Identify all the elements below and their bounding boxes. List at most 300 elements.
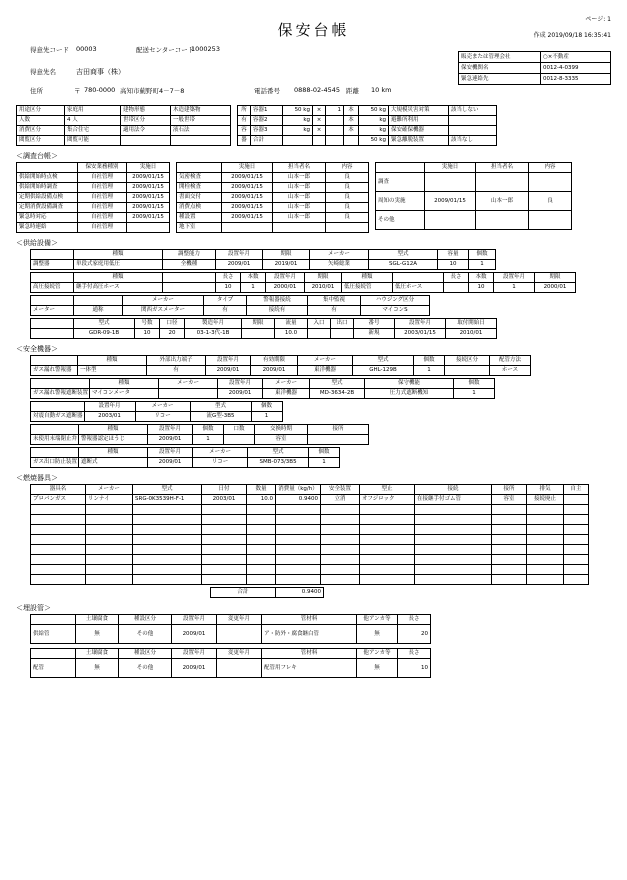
table-row (31, 273, 576, 283)
address-value: 高知市薊野町4－7－8 (120, 87, 185, 95)
table-row (238, 106, 497, 116)
sa-a-h7: 個数 (414, 356, 445, 366)
sup-t4-11: 2010/01 (446, 329, 497, 339)
ap-h11: 自主 (564, 485, 589, 495)
sa-b-h5: 型式 (310, 379, 365, 389)
ins-m-1-2: 山本一郎 (273, 183, 326, 193)
ap-6-0 (31, 555, 86, 565)
ap-total-label: 合計 (211, 588, 276, 598)
ap-2-10 (527, 515, 564, 525)
table-row (31, 250, 496, 260)
ap-5-8 (415, 545, 492, 555)
customer-code-value: 00003 (76, 45, 97, 53)
sa-d-h1: 種類 (79, 425, 148, 435)
sa-d-h0 (31, 425, 79, 435)
ins-r-0-0: 調査 (376, 173, 425, 192)
ap-4-11 (564, 535, 589, 545)
ap-6-1 (86, 555, 133, 565)
sup-t4-h3: 口径 (160, 319, 185, 329)
ins-r-0-2 (476, 173, 529, 192)
ap-1-0 (31, 505, 86, 515)
ap-8-10 (527, 575, 564, 585)
ins-r-0-3 (529, 173, 572, 192)
ap-2-1 (86, 515, 133, 525)
table-row (17, 116, 231, 126)
ap-4-1 (86, 535, 133, 545)
ins-m-0-2: 山本一郎 (273, 173, 326, 183)
sup-t1-0: 調整器 (31, 260, 74, 270)
sup-t1-3: 2009/01 (216, 260, 263, 270)
sup-t2-6: 2010/01 (305, 283, 342, 293)
table-row (17, 106, 231, 116)
cyl-0-0: 所 (238, 106, 251, 116)
ap-0-4: 10.0 (247, 495, 276, 505)
ins-m-4-1: 2009/01/15 (222, 213, 273, 223)
sa-c-2: リコー (135, 412, 190, 422)
ins-m-1-1: 2009/01/15 (222, 183, 273, 193)
ins-l-1-2: 2009/01/15 (127, 183, 170, 193)
customer-name-value: 吉田商事（株） (76, 68, 125, 76)
ins-r-h3: 内容 (529, 163, 572, 173)
sup-t2-7: 低圧接続管 (342, 283, 393, 293)
cyl-0-6: 50 kg (359, 106, 389, 116)
ins-m-0-3: 良 (326, 173, 369, 183)
fa-h8: 他アンカ等 (357, 615, 398, 625)
sup-t3-2: 関西ガスメーター (123, 306, 204, 316)
fa-0-3: 2009/01 (172, 625, 217, 644)
sa-a-h2: 外部出力端子 (147, 356, 206, 366)
cyl-3-8: 該当なし (449, 136, 497, 146)
sa-b-h0 (31, 379, 90, 389)
ins-l-1-1: 自社管理 (78, 183, 127, 193)
ap-4-7 (360, 535, 415, 545)
usage-2-3: 適用法令 (121, 126, 171, 136)
fa-0-1: 無 (76, 625, 119, 644)
ap-8-11 (564, 575, 589, 585)
ap-2-2 (133, 515, 202, 525)
sa-c-0: 対震自動ガス遮断器 (31, 412, 85, 422)
company-row-1-label: 保安機関名 (459, 63, 541, 74)
usage-0-4: 木造建築物 (171, 106, 231, 116)
sa-d-3: 1 (193, 435, 224, 445)
company-row-1-value: 0012-4-0399 (541, 63, 611, 74)
usage-table (16, 105, 231, 146)
table-row (31, 412, 283, 422)
ins-m-1-0: 開栓検査 (177, 183, 222, 193)
customer-code-label: 得意先コード (30, 46, 69, 54)
table-row (177, 163, 369, 173)
distance-label: 距離 (346, 87, 359, 95)
sup-t2-h11: 設置年月 (494, 273, 535, 283)
sup-t2-h4: 本数 (241, 273, 266, 283)
ap-3-0 (31, 525, 86, 535)
sup-t3-h3: タイプ (204, 296, 247, 306)
ins-r-2-0: その他 (376, 211, 425, 230)
ap-0-5: 0.9400 (276, 495, 321, 505)
sa-b-2 (159, 389, 218, 399)
fb-h4: 変更年月 (217, 649, 262, 659)
table-row (31, 379, 495, 389)
ap-0-0: プロパンガス (31, 495, 86, 505)
appliance-total-table (210, 587, 324, 598)
sa-e-2: 2009/01 (148, 458, 193, 468)
ap-0-8: 在接継手付ゴム管 (415, 495, 492, 505)
fb-h0 (31, 649, 76, 659)
appliance-table (30, 484, 589, 585)
inspection-section-title: ＜調査台帳＞ (16, 152, 58, 160)
ap-8-6 (321, 575, 360, 585)
cyl-3-3 (313, 136, 326, 146)
sa-a-h6: 型式 (353, 356, 414, 366)
table-row (177, 183, 369, 193)
sa-c-h3: 型式 (190, 402, 251, 412)
sup-t4-6: 10.0 (275, 329, 308, 339)
cyl-2-1: 容器3 (251, 126, 283, 136)
inspection-left-table (16, 162, 170, 233)
sa-b-h1: 種類 (90, 379, 159, 389)
table-row (238, 116, 497, 126)
internal-pipe-table (30, 648, 431, 678)
ap-8-7 (360, 575, 415, 585)
sa-d-h3: 個数 (193, 425, 224, 435)
ap-5-7 (360, 545, 415, 555)
ins-l-5-2 (127, 223, 170, 233)
table-row (31, 625, 431, 644)
ap-4-5 (276, 535, 321, 545)
ins-r-h1: 実施日 (425, 163, 476, 173)
company-row-0-label: 販売または管理会社 (459, 52, 541, 63)
table-row (31, 366, 531, 376)
sup-t1-h5: メーカー (310, 250, 369, 260)
cyl-3-6: 50 kg (359, 136, 389, 146)
ins-m-2-2: 山本一郎 (273, 193, 326, 203)
ins-m-h3: 内容 (326, 163, 369, 173)
sup-t4-h1: 型式 (74, 319, 135, 329)
sup-t4-h11: 取付開始日 (446, 319, 497, 329)
table-row (17, 223, 170, 233)
ins-l-2-0: 定期供給設備点検 (17, 193, 78, 203)
ap-2-8 (415, 515, 492, 525)
sup-t4-3: 20 (160, 329, 185, 339)
ap-3-9 (492, 525, 527, 535)
table-row (31, 555, 589, 565)
table-row (17, 163, 170, 173)
fa-0-0: 供給管 (31, 625, 76, 644)
cyl-1-2: kg (283, 116, 313, 126)
table-row (31, 525, 589, 535)
customer-name-label: 得意先名 (30, 68, 56, 76)
ins-l-5-0: 緊急時連絡 (17, 223, 78, 233)
ap-0-11 (564, 495, 589, 505)
sup-t4-h10: 設置年月 (395, 319, 446, 329)
sa-c-h2: メーカー (135, 402, 190, 412)
table-row (31, 425, 369, 435)
sa-e-h0 (31, 448, 79, 458)
ap-8-5 (276, 575, 321, 585)
sup-t1-h1: 種類 (74, 250, 163, 260)
postal-mark: 〒 (74, 87, 81, 95)
sa-e-3: リコー (193, 458, 248, 468)
table-row (376, 163, 572, 173)
sup-t2-12: 2000/01 (535, 283, 576, 293)
fb-h1: 土壌腐食 (76, 649, 119, 659)
ins-r-1-3: 良 (529, 192, 572, 211)
usage-0-3: 建物形態 (121, 106, 171, 116)
inspection-block (16, 162, 611, 233)
phone-value: 0888-02-4545 (294, 86, 341, 94)
ap-1-11 (564, 505, 589, 515)
sa-d-1: 警報器認定ほうじ (79, 435, 148, 445)
ap-3-1 (86, 525, 133, 535)
top-info-block (16, 43, 611, 105)
table-row (31, 435, 369, 445)
sup-t2-h1: 種類 (74, 273, 163, 283)
ins-m-h0 (177, 163, 222, 173)
ap-8-2 (133, 575, 202, 585)
table-row (31, 356, 531, 366)
ins-m-4-0: 種設置 (177, 213, 222, 223)
ap-6-2 (133, 555, 202, 565)
ins-r-h0 (376, 163, 425, 173)
table-row (177, 173, 369, 183)
usage-2-1: 集合住宅 (65, 126, 121, 136)
usage-1-0: 人数 (17, 116, 65, 126)
ins-m-5-3 (326, 223, 369, 233)
sup-t4-h6: 流量 (275, 319, 308, 329)
fa-0-9: 20 (398, 625, 431, 644)
ins-m-2-1: 2009/01/15 (222, 193, 273, 203)
inspection-mid-table (176, 162, 369, 233)
sa-d-4 (224, 435, 255, 445)
sa-a-6: GHL-129B (353, 366, 414, 376)
sup-t3-4: 接続有 (247, 306, 308, 316)
sup-t2-h9: 長さ (444, 273, 469, 283)
table-row (459, 52, 611, 63)
sa-a-8 (445, 366, 490, 376)
ap-0-7: オフジロック (360, 495, 415, 505)
ap-8-3 (202, 575, 247, 585)
ap-2-3 (202, 515, 247, 525)
cylinder-table (237, 105, 497, 146)
ins-l-4-2: 2009/01/15 (127, 213, 170, 223)
cyl-0-1: 容器1 (251, 106, 283, 116)
table-row (17, 183, 170, 193)
supply-regulator-table (30, 249, 496, 270)
sup-t2-10: 10 (469, 283, 494, 293)
sa-e-4: SMB-073/3B5 (248, 458, 309, 468)
fa-h4: 変更年月 (217, 615, 262, 625)
cyl-0-7: 大規模災害対策 (389, 106, 449, 116)
ap-total-value: 0.9400 (276, 588, 324, 598)
ap-7-8 (415, 565, 492, 575)
ins-r-1-0: 周知の実施 (376, 192, 425, 211)
sup-t3-h6: ハウジング区分 (361, 296, 430, 306)
sup-t4-h4: 製造年月 (185, 319, 242, 329)
sup-t3-h2: メーカー (123, 296, 204, 306)
ins-m-1-3: 良 (326, 183, 369, 193)
usage-3-0: 閲覧区分 (17, 136, 65, 146)
table-row (31, 296, 430, 306)
delivery-code-label: 配送センターコード (136, 46, 195, 54)
ap-1-9 (492, 505, 527, 515)
ap-8-1 (86, 575, 133, 585)
ins-m-0-1: 2009/01/15 (222, 173, 273, 183)
sa-a-7: 1 (414, 366, 445, 376)
cyl-0-4: 1 (326, 106, 344, 116)
fb-1-5: 配管用フレキ (262, 659, 357, 678)
distance-value: 10 km (371, 86, 392, 94)
sa-a-9: ホース (490, 366, 531, 376)
cyl-0-2: 50 kg (283, 106, 313, 116)
ap-5-6 (321, 545, 360, 555)
table-row (31, 505, 589, 515)
ins-l-0-2: 2009/01/15 (127, 173, 170, 183)
ap-7-6 (321, 565, 360, 575)
sa-c-4: 1 (251, 412, 282, 422)
facility-section-title: ＜埋設管＞ (16, 604, 51, 612)
sup-t2-h7: 種類 (342, 273, 393, 283)
ap-h10: 排気 (527, 485, 564, 495)
cyl-0-8: 該当しない (449, 106, 497, 116)
fb-h2: 種設区分 (119, 649, 172, 659)
sup-t4-4: 03-1-3代-1B (185, 329, 242, 339)
ap-h2: 型式 (133, 485, 202, 495)
table-row (459, 63, 611, 74)
ap-h7: 型止 (360, 485, 415, 495)
table-row (31, 535, 589, 545)
ins-r-2-1 (425, 211, 476, 230)
cyl-0-5: 本 (344, 106, 359, 116)
ins-l-2-1: 自社管理 (78, 193, 127, 203)
header-created: 作成 2019/09/18 16:35:41 (533, 32, 611, 39)
cyl-3-7: 緊急離脱装置 (389, 136, 449, 146)
usage-1-1: 4 人 (65, 116, 121, 126)
ap-1-8 (415, 505, 492, 515)
sup-t2-h3: 長さ (216, 273, 241, 283)
fa-h0 (31, 615, 76, 625)
sa-d-2: 2009/01 (148, 435, 193, 445)
table-row (31, 402, 283, 412)
sup-t2-h12: 期限 (535, 273, 576, 283)
company-row-0-value: ○×不動産 (541, 52, 611, 63)
sa-a-h5: メーカー (298, 356, 353, 366)
company-info-table (458, 51, 611, 85)
ap-3-10 (527, 525, 564, 535)
postal-code: 780-0000 (84, 86, 116, 94)
sa-c-3: 流G型-3B5 (190, 412, 251, 422)
sup-t1-5: 矢崎総業 (310, 260, 369, 270)
sup-t4-1: GDR-09-1B (74, 329, 135, 339)
fb-h5: 管材料 (262, 649, 357, 659)
sup-t1-h4: 期限 (263, 250, 310, 260)
sa-b-0: ガス漏れ警報遮断装置 (31, 389, 90, 399)
sa-e-1: 遮断式 (79, 458, 148, 468)
table-row (31, 615, 431, 625)
ins-m-5-0: 地下室 (177, 223, 222, 233)
ins-l-h2: 実施日 (127, 163, 170, 173)
table-row (17, 136, 231, 146)
table-row (31, 565, 589, 575)
ap-4-6 (321, 535, 360, 545)
fb-1-2: その他 (119, 659, 172, 678)
fb-1-1: 無 (76, 659, 119, 678)
ap-7-7 (360, 565, 415, 575)
safety-section-title: ＜安全機器＞ (16, 345, 58, 353)
sup-t4-h7: 入口 (308, 319, 331, 329)
ap-4-3 (202, 535, 247, 545)
ap-1-10 (527, 505, 564, 515)
ap-3-4 (247, 525, 276, 535)
cyl-1-1: 容器2 (251, 116, 283, 126)
table-row (31, 448, 340, 458)
ap-4-9 (492, 535, 527, 545)
table-row (31, 575, 589, 585)
sup-t4-h2: 号数 (135, 319, 160, 329)
sup-t1-2: 全機種 (163, 260, 216, 270)
ap-1-6 (321, 505, 360, 515)
supply-meter-detail-table (30, 318, 497, 339)
ins-m-4-3: 良 (326, 213, 369, 223)
ap-0-1: リンナイ (86, 495, 133, 505)
ap-4-8 (415, 535, 492, 545)
sa-b-h6: 保守機能 (365, 379, 454, 389)
ap-6-10 (527, 555, 564, 565)
fb-1-4 (217, 659, 262, 678)
sup-t2-5: 2000/01 (266, 283, 305, 293)
ap-5-9 (492, 545, 527, 555)
ap-h3: 日付 (202, 485, 247, 495)
fa-0-8: 無 (357, 625, 398, 644)
ins-r-0-1 (425, 173, 476, 192)
sup-t1-h0 (31, 250, 74, 260)
sa-c-h0 (31, 402, 85, 412)
gas-alarm-table (30, 355, 531, 376)
cyl-1-4 (326, 116, 344, 126)
ins-m-2-3: 良 (326, 193, 369, 203)
table-row (31, 283, 576, 293)
quake-shutoff-table (30, 401, 283, 422)
sup-t2-8: 低圧ホース (393, 283, 444, 293)
sa-b-7: 1 (454, 389, 495, 399)
sa-d-0: 未使用末端閉止弁 (31, 435, 79, 445)
sa-b-h2: メーカー (159, 379, 218, 389)
ins-l-5-1: 自社管理 (78, 223, 127, 233)
ap-h0: 器具名 (31, 485, 86, 495)
sup-t4-h9: 番号 (354, 319, 395, 329)
ins-m-3-2: 山本一郎 (273, 203, 326, 213)
fa-h1: 土壌腐食 (76, 615, 119, 625)
sup-t4-9: 新規 (354, 329, 395, 339)
usage-block (16, 105, 611, 146)
fa-h9: 長さ (398, 615, 431, 625)
sa-e-h4: 型式 (248, 448, 309, 458)
sa-d-h6: 接所 (308, 425, 369, 435)
table-row (17, 193, 170, 203)
ap-7-5 (276, 565, 321, 575)
ap-0-3: 2003/01 (202, 495, 247, 505)
sup-t1-h2: 調整能力 (163, 250, 216, 260)
fa-0-4 (217, 625, 262, 644)
ap-3-8 (415, 525, 492, 535)
ins-m-h2: 担当者名 (273, 163, 326, 173)
ins-l-h0 (17, 163, 78, 173)
ins-m-3-3: 良 (326, 203, 369, 213)
ap-0-6: 立消 (321, 495, 360, 505)
sa-b-1: マイコンメータ (90, 389, 159, 399)
ins-r-2-2 (476, 211, 529, 230)
sup-t1-1: 単段式家庭用低圧 (74, 260, 163, 270)
table-row (17, 173, 170, 183)
